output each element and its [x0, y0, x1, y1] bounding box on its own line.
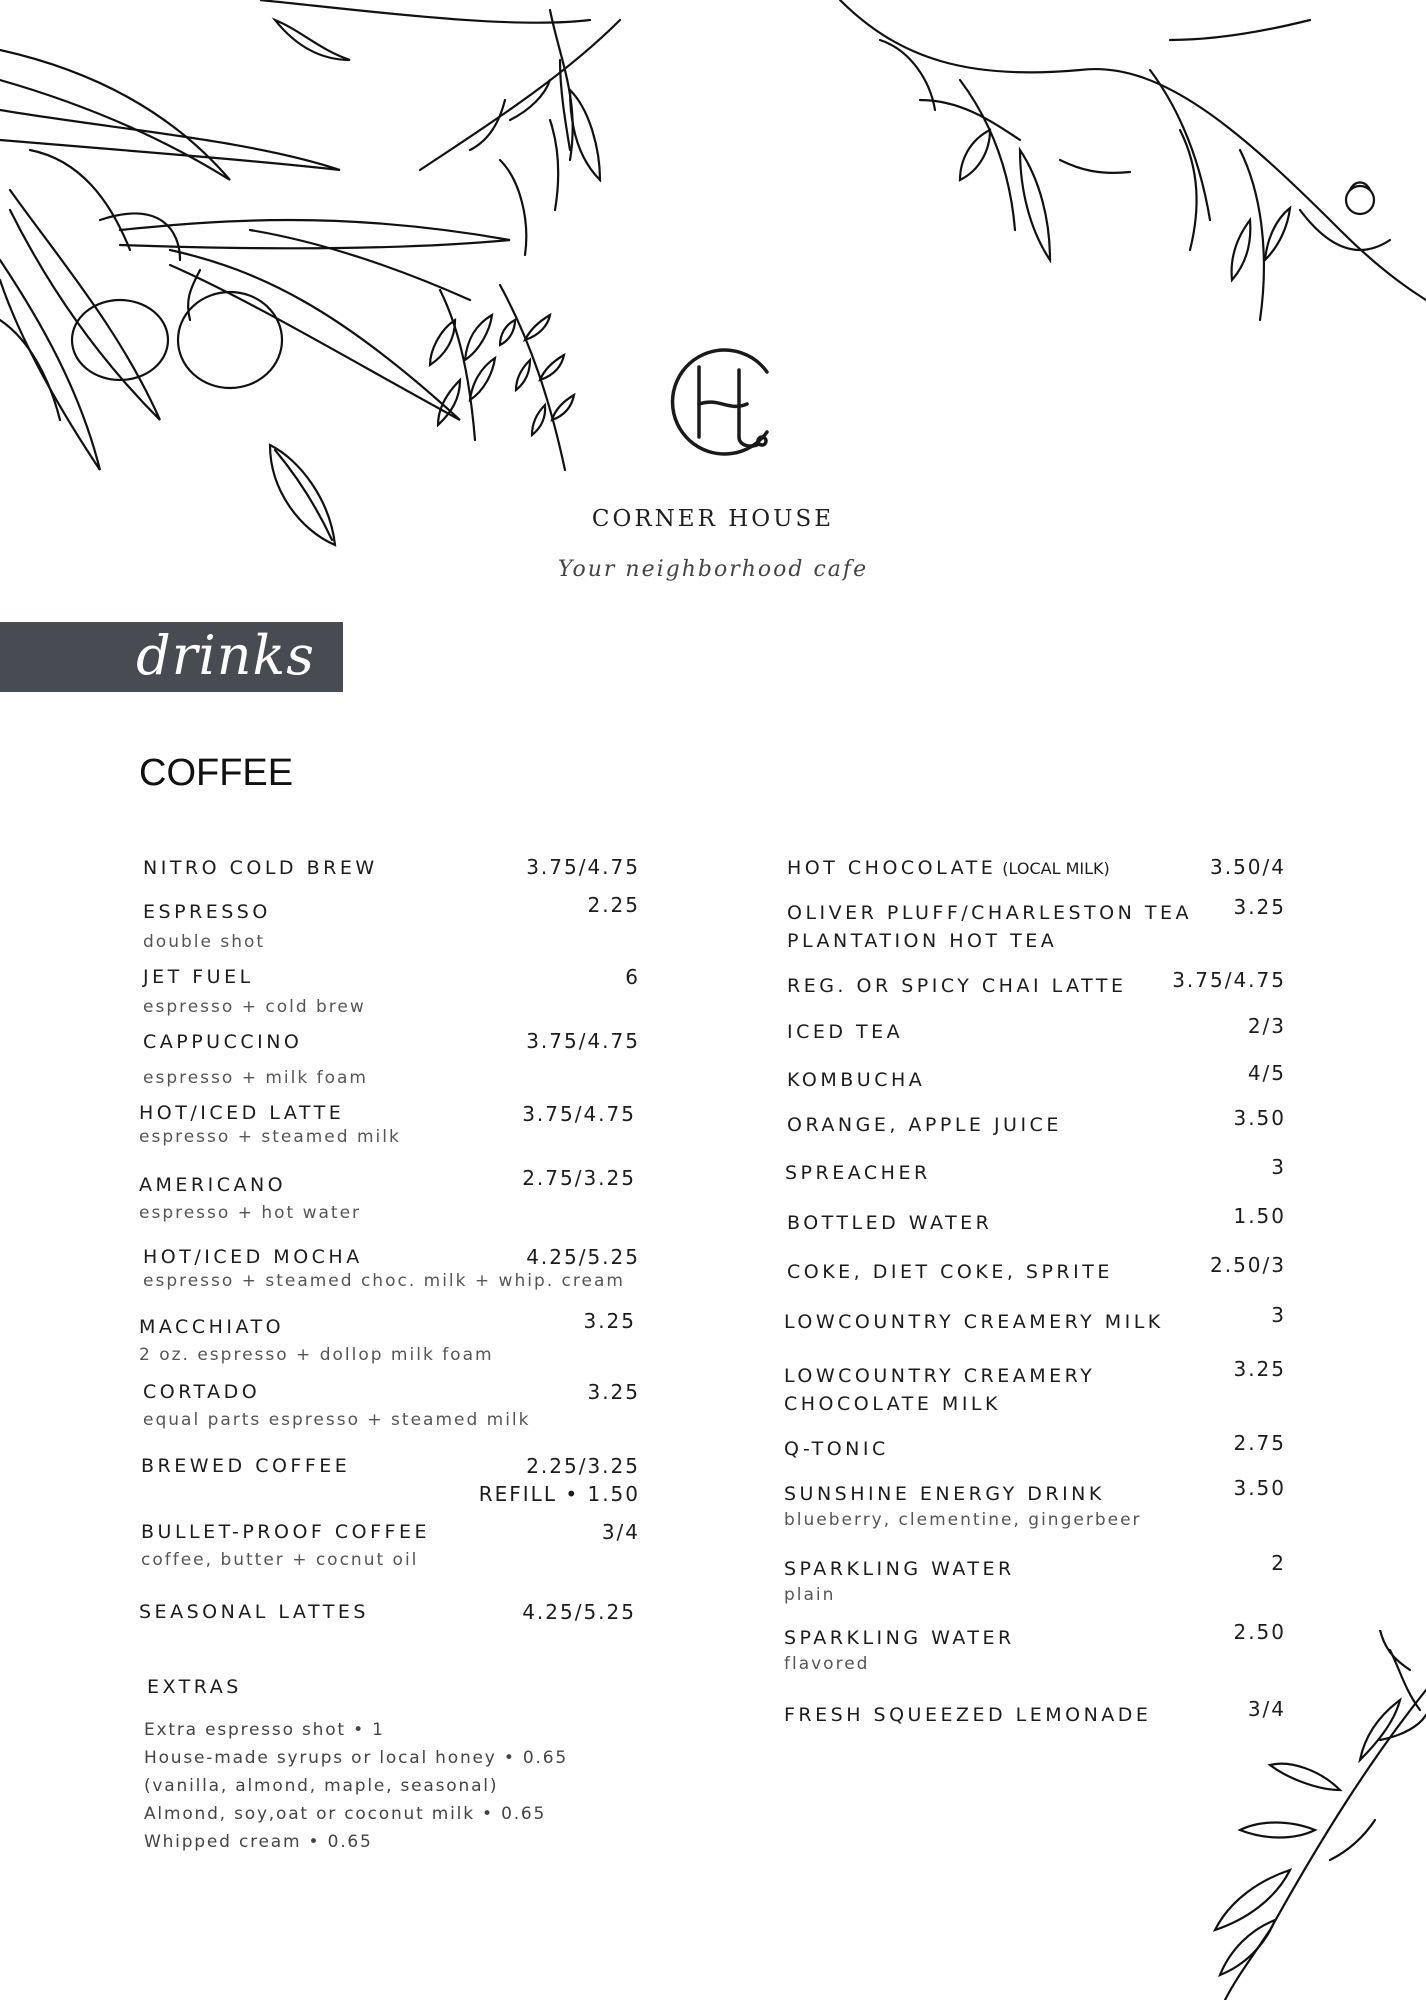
item-name: BULLET-PROOF COFFEE [141, 1521, 430, 1543]
item-price: 1.50 [1233, 1204, 1286, 1228]
item-name: BOTTLED WATER [787, 1212, 993, 1234]
item-price: 3/4 [1247, 1697, 1286, 1721]
menu-item [784, 1435, 889, 1463]
item-price: 3.25 [583, 1309, 636, 1333]
item-price: 3.75/4.75 [526, 855, 640, 879]
menu-item [143, 898, 271, 952]
item-description: espresso + steamed milk [139, 1127, 401, 1147]
item-name: FRESH SQUEEZED LEMONADE [784, 1704, 1152, 1726]
item-name: REG. OR SPICY CHAI LATTE [787, 975, 1127, 997]
extras-line: (vanilla, almond, maple, seasonal) [144, 1776, 499, 1796]
item-price: 3/4 [601, 1520, 640, 1544]
item-name: SPARKLING WATER [784, 1627, 1015, 1649]
botanical-sprig-near-logo [490, 280, 600, 480]
extras-title: EXTRAS [147, 1676, 242, 1698]
menu-item [787, 1209, 992, 1237]
item-price: 3 [1271, 1303, 1286, 1327]
item-name: LOWCOUNTRY CREAMERY MILK [784, 1311, 1164, 1333]
item-price: 3.75/4.75 [526, 1029, 640, 1053]
item-name: HOT CHOCOLATE [787, 857, 997, 879]
item-description: 2 oz. espresso + dollop milk foam [139, 1345, 494, 1365]
item-name: ICED TEA [787, 1021, 904, 1043]
item-price: 3.25 [1233, 895, 1286, 919]
item-name: AMERICANO [139, 1174, 287, 1196]
item-name: HOT/ICED MOCHA [143, 1246, 363, 1268]
item-price: 2.25 [587, 893, 640, 917]
item-price: 4.25/5.25 [522, 1600, 636, 1624]
item-description: equal parts espresso + steamed milk [143, 1410, 531, 1430]
botanical-illustration-top-right [820, 0, 1426, 440]
item-description: espresso + steamed choc. milk + whip. cream [143, 1271, 625, 1291]
menu-item [787, 1066, 925, 1094]
item-price: 4/5 [1247, 1061, 1286, 1085]
item-price: 4.25/5.25 [526, 1245, 640, 1269]
menu-item [143, 963, 366, 1017]
item-description: plain [784, 1585, 836, 1605]
item-price: 2 [1271, 1551, 1286, 1575]
item-name: MACCHIATO [139, 1316, 285, 1338]
item-name: ORANGE, APPLE JUICE [787, 1114, 1062, 1136]
item-price: 3 [1271, 1155, 1286, 1179]
menu-item [143, 854, 378, 882]
item-description: espresso + milk foam [143, 1068, 368, 1088]
item-name-line2: CHOCOLATE MILK [784, 1393, 1001, 1415]
item-price: 2.50/3 [1210, 1253, 1286, 1277]
item-name: CORTADO [143, 1381, 261, 1403]
corner-house-logo [659, 342, 781, 462]
item-price: 2.50 [1233, 1620, 1286, 1644]
menu-item [141, 1452, 350, 1480]
extras-line: Almond, soy,oat or coconut milk • 0.65 [144, 1804, 547, 1824]
item-name: OLIVER PLUFF/CHARLESTON TEA [787, 902, 1192, 924]
item-note: (LOCAL MILK) [1002, 859, 1110, 878]
section-banner [0, 622, 343, 692]
item-name: SEASONAL LATTES [139, 1601, 369, 1623]
botanical-illustration-bottom-right [1180, 1630, 1426, 2000]
item-price: 3.50 [1233, 1106, 1286, 1130]
item-description: double shot [143, 932, 266, 952]
menu-item [787, 1018, 903, 1046]
menu-item [787, 1111, 1062, 1139]
item-price: 3.75/4.75 [1172, 968, 1286, 992]
item-price: 6 [625, 965, 640, 989]
menu-item [787, 854, 1110, 883]
item-name: SPARKLING WATER [784, 1558, 1015, 1580]
item-description: blueberry, clementine, gingerbeer [784, 1510, 1142, 1530]
menu-item [784, 1362, 1095, 1418]
menu-item [784, 1624, 1015, 1674]
item-name: KOMBUCHA [787, 1069, 926, 1091]
extras-line: House-made syrups or local honey • 0.65 [144, 1748, 568, 1768]
item-price: 2.75 [1233, 1431, 1286, 1455]
menu-item [787, 972, 1127, 1000]
menu-item [787, 1258, 1113, 1286]
menu-item [784, 1555, 1015, 1605]
item-name-line2: PLANTATION HOT TEA [787, 930, 1058, 952]
menu-item [785, 1159, 931, 1187]
item-name: JET FUEL [143, 966, 254, 988]
brand-name: CORNER HOUSE [591, 506, 835, 532]
item-price: 2.75/3.25 [522, 1166, 636, 1190]
item-price: 2/3 [1247, 1014, 1286, 1038]
item-name: CAPPUCCINO [143, 1031, 303, 1053]
item-price: 3.25 [1233, 1357, 1286, 1381]
item-description: coffee, butter + cocnut oil [141, 1550, 419, 1570]
menu-item [143, 1028, 368, 1088]
banner-label: drinks [136, 624, 315, 687]
item-name: HOT/ICED LATTE [139, 1102, 345, 1124]
brand-tagline: Your neighborhood cafe [557, 557, 869, 582]
item-price: 3.25 [587, 1380, 640, 1404]
item-name: ESPRESSO [143, 901, 271, 923]
item-price: 3.75/4.75 [522, 1102, 636, 1126]
menu-item [139, 1598, 369, 1626]
refill-price: REFILL • 1.50 [478, 1482, 640, 1506]
item-name: BREWED COFFEE [141, 1455, 351, 1477]
item-name: COKE, DIET COKE, SPRITE [787, 1261, 1113, 1283]
menu-item [139, 1171, 361, 1223]
item-price: 3.50 [1233, 1476, 1286, 1500]
botanical-illustration-top-left [0, 0, 560, 560]
item-name: LOWCOUNTRY CREAMERY [784, 1365, 1096, 1387]
item-description: espresso + hot water [139, 1203, 362, 1223]
section-title-coffee: COFFEE [139, 752, 294, 794]
item-name: SPREACHER [785, 1162, 931, 1184]
item-price: 2.25/3.25 [526, 1454, 640, 1478]
extras-line: Whipped cream • 0.65 [144, 1832, 373, 1852]
menu-item [141, 1518, 430, 1570]
extras-line: Extra espresso shot • 1 [144, 1720, 385, 1740]
menu-item [139, 1099, 401, 1147]
item-price: 3.50/4 [1210, 855, 1286, 879]
item-description: flavored [784, 1654, 870, 1674]
item-name: NITRO COLD BREW [143, 857, 378, 879]
item-description: espresso + cold brew [143, 997, 366, 1017]
item-name: SUNSHINE ENERGY DRINK [784, 1483, 1105, 1505]
item-name: Q-TONIC [784, 1438, 889, 1460]
